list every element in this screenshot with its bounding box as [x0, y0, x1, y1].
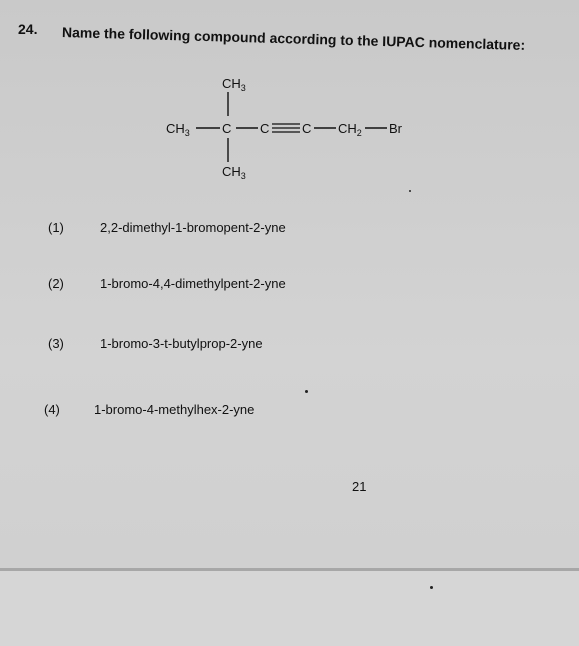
alkyne-carbon-1-label: C — [260, 121, 270, 136]
question-number: 24. — [18, 21, 38, 37]
ch3-top-label: $CH_3$ — [222, 76, 246, 93]
ch3-left-label: $CH_3$ — [166, 121, 190, 138]
ch3-bottom-label: $CH_3$ — [222, 164, 246, 181]
lower-paper-background — [0, 571, 579, 646]
option-1-text: 2,2-dimethyl-1-bromopent-2-yne — [100, 220, 286, 235]
paper-edge — [0, 568, 579, 571]
option-3-label: (3) — [48, 336, 64, 351]
page-number: 21 — [352, 479, 367, 494]
option-4-label: (4) — [44, 402, 60, 417]
ink-dot — [430, 586, 433, 589]
option-2-text: 1-bromo-4,4-dimethylpent-2-yne — [100, 276, 286, 291]
question-text: Name the following compound according to the IUPAC nomenclature: — [61, 24, 526, 53]
center-carbon-label: C — [222, 121, 232, 136]
option-1-label: (1) — [48, 220, 64, 235]
ink-dot — [409, 190, 411, 192]
option-2-label: (2) — [48, 276, 64, 291]
alkyne-carbon-2-label: C — [302, 121, 312, 136]
bromine-label: Br — [389, 121, 402, 136]
ch2-label: $CH_2$ — [338, 121, 362, 138]
option-3-text: 1-bromo-3-t-butylprop-2-yne — [100, 336, 263, 351]
option-4-text: 1-bromo-4-methylhex-2-yne — [94, 402, 255, 417]
structure-diagram — [160, 70, 420, 190]
ink-dot — [305, 390, 308, 393]
